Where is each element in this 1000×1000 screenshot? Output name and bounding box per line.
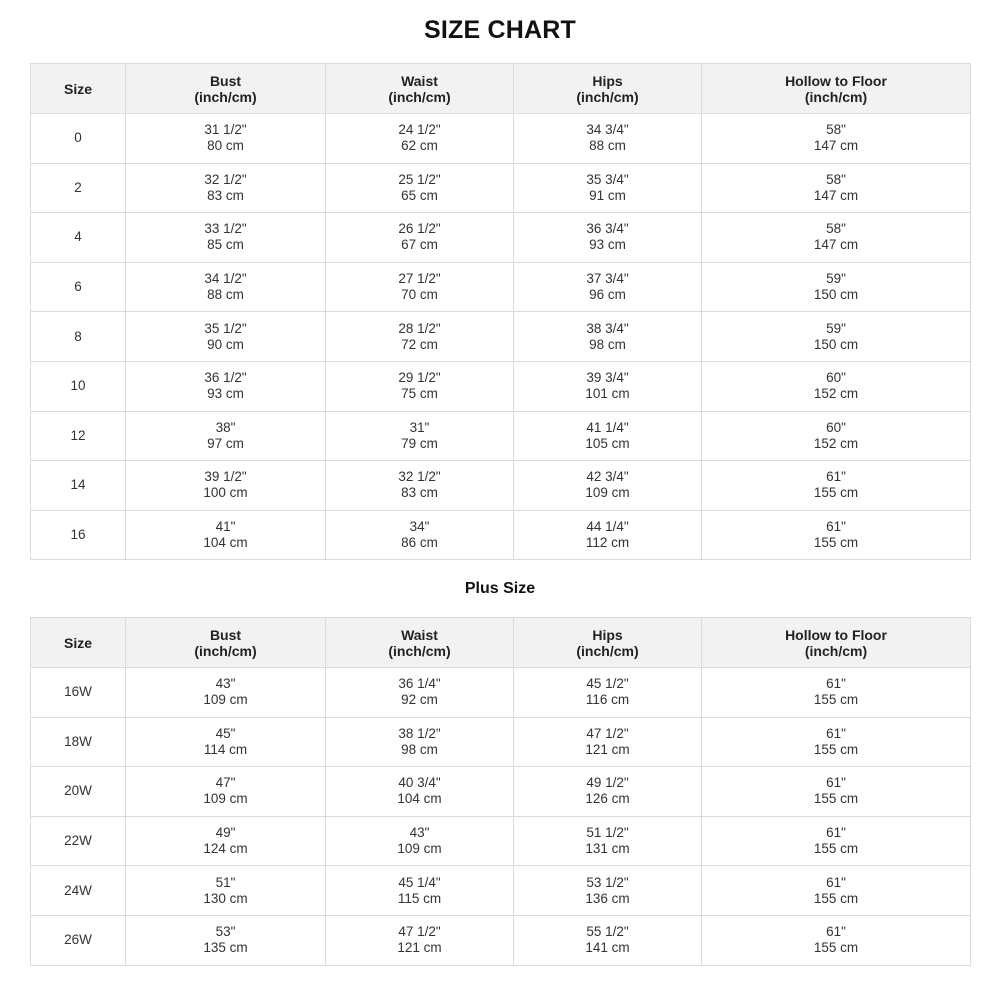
hollow-inch-value: 61" <box>826 775 846 791</box>
bust-cell <box>126 213 326 263</box>
hips-cell <box>514 361 702 411</box>
hollow-cell <box>702 767 971 817</box>
waist-cm-value: 98 cm <box>401 741 438 757</box>
waist-cell <box>326 510 514 560</box>
hips-inch-value: 55 1/2" <box>586 924 629 940</box>
waist-inch-value: 31" <box>409 419 430 435</box>
hips-cell <box>514 461 702 511</box>
bust-cm-value: 109 cm <box>203 791 248 807</box>
header-hollow-to-floor: Hollow to Floor (inch/cm) <box>702 64 971 114</box>
hips-cm-value: 105 cm <box>585 435 630 451</box>
hips-cell <box>514 163 702 213</box>
hollow-cm-value: 155 cm <box>813 890 859 906</box>
size-cell: 0 <box>31 114 126 164</box>
size-cell: 4 <box>31 213 126 263</box>
waist-cell <box>326 866 514 916</box>
hips-inch-value: 38 3/4" <box>586 320 629 336</box>
hollow-inch-value: 59" <box>826 320 846 336</box>
waist-cell <box>326 668 514 718</box>
bust-cell <box>126 866 326 916</box>
hollow-cell <box>702 114 971 164</box>
bust-cm-value: 80 cm <box>207 138 244 154</box>
standard-size-table <box>30 63 971 560</box>
table-row <box>31 717 971 767</box>
hollow-cell <box>702 411 971 461</box>
size-cell: 18W <box>31 717 126 767</box>
hollow-inch-value: 61" <box>826 676 846 692</box>
hips-inch-value: 34 3/4" <box>586 122 629 138</box>
bust-inch-value: 51" <box>215 874 236 890</box>
hips-cell <box>514 866 702 916</box>
hips-inch-value: 37 3/4" <box>586 271 629 287</box>
bust-inch-value: 53" <box>215 924 236 940</box>
hollow-cm-value: 155 cm <box>813 741 859 757</box>
table-row <box>31 461 971 511</box>
waist-cell <box>326 411 514 461</box>
page-title: SIZE CHART <box>424 16 576 44</box>
waist-cm-value: 70 cm <box>401 287 438 303</box>
hips-inch-value: 49 1/2" <box>586 775 629 791</box>
hollow-cell <box>702 915 971 965</box>
hollow-inch-value: 58" <box>826 171 846 187</box>
hollow-inch-value: 59" <box>826 271 846 287</box>
size-cell: 10 <box>31 361 126 411</box>
bust-cell <box>126 767 326 817</box>
table-row <box>31 361 971 411</box>
table-row <box>31 163 971 213</box>
waist-inch-value: 43" <box>409 825 430 841</box>
table-row <box>31 213 971 263</box>
bust-inch-value: 45" <box>215 725 236 741</box>
table-row <box>31 114 971 164</box>
waist-cell <box>326 114 514 164</box>
waist-cm-value: 65 cm <box>401 187 438 203</box>
header-bust: Bust (inch/cm) <box>126 64 326 114</box>
hips-cm-value: 112 cm <box>585 535 630 551</box>
hips-cm-value: 141 cm <box>585 940 630 956</box>
hips-inch-value: 42 3/4" <box>586 469 629 485</box>
hips-inch-value: 41 1/4" <box>586 419 629 435</box>
hollow-cell <box>702 461 971 511</box>
hips-inch-value: 39 3/4" <box>586 370 629 386</box>
size-cell: 20W <box>31 767 126 817</box>
hips-inch-value: 44 1/4" <box>586 519 629 535</box>
bust-cell <box>126 163 326 213</box>
hips-cm-value: 131 cm <box>585 841 630 857</box>
table-row <box>31 411 971 461</box>
bust-cm-value: 90 cm <box>207 336 244 352</box>
hollow-cell <box>702 510 971 560</box>
waist-cm-value: 67 cm <box>401 237 438 253</box>
hips-cm-value: 88 cm <box>589 138 626 154</box>
bust-cm-value: 88 cm <box>207 287 244 303</box>
hips-cm-value: 93 cm <box>589 237 626 253</box>
hips-cm-value: 121 cm <box>585 741 630 757</box>
waist-cm-value: 115 cm <box>397 890 442 906</box>
hips-cm-value: 126 cm <box>585 791 630 807</box>
hips-cell <box>514 262 702 312</box>
waist-cm-value: 104 cm <box>397 791 442 807</box>
waist-cell <box>326 361 514 411</box>
hips-cell <box>514 510 702 560</box>
hollow-cm-value: 147 cm <box>813 138 859 154</box>
hollow-cm-value: 155 cm <box>813 791 859 807</box>
waist-cm-value: 75 cm <box>401 386 438 402</box>
bust-inch-value: 43" <box>215 676 236 692</box>
hips-cell <box>514 411 702 461</box>
header-size: Size <box>31 618 126 668</box>
hollow-cm-value: 155 cm <box>813 841 859 857</box>
header-hips: Hips (inch/cm) <box>514 618 702 668</box>
waist-inch-value: 24 1/2" <box>398 122 441 138</box>
hips-cell <box>514 213 702 263</box>
bust-cell <box>126 262 326 312</box>
hollow-cm-value: 152 cm <box>813 435 859 451</box>
bust-inch-value: 36 1/2" <box>204 370 247 386</box>
bust-cm-value: 114 cm <box>203 741 248 757</box>
waist-cell <box>326 767 514 817</box>
table-header-row <box>31 64 971 114</box>
hollow-cm-value: 147 cm <box>813 237 859 253</box>
hips-inch-value: 53 1/2" <box>586 874 629 890</box>
bust-inch-value: 39 1/2" <box>204 469 247 485</box>
size-cell: 8 <box>31 312 126 362</box>
table-row <box>31 312 971 362</box>
waist-cell <box>326 816 514 866</box>
plus-size-table <box>30 617 971 966</box>
waist-cm-value: 62 cm <box>401 138 438 154</box>
hips-cm-value: 116 cm <box>585 692 630 708</box>
hollow-inch-value: 60" <box>826 419 846 435</box>
waist-inch-value: 45 1/4" <box>398 874 441 890</box>
size-cell: 26W <box>31 915 126 965</box>
bust-cell <box>126 510 326 560</box>
hollow-inch-value: 61" <box>826 725 846 741</box>
waist-cm-value: 86 cm <box>401 535 438 551</box>
bust-cm-value: 135 cm <box>203 940 248 956</box>
bust-cm-value: 83 cm <box>207 187 244 203</box>
header-hips: Hips (inch/cm) <box>514 64 702 114</box>
table-row <box>31 668 971 718</box>
hollow-inch-value: 61" <box>826 825 846 841</box>
hips-cell <box>514 312 702 362</box>
hollow-inch-value: 61" <box>826 924 846 940</box>
waist-inch-value: 36 1/4" <box>398 676 441 692</box>
table-row <box>31 767 971 817</box>
waist-cell <box>326 312 514 362</box>
hips-inch-value: 36 3/4" <box>586 221 629 237</box>
size-cell: 14 <box>31 461 126 511</box>
hips-cm-value: 98 cm <box>589 336 626 352</box>
hollow-cell <box>702 361 971 411</box>
header-waist: Waist (inch/cm) <box>326 618 514 668</box>
waist-inch-value: 38 1/2" <box>398 725 441 741</box>
waist-inch-value: 28 1/2" <box>398 320 441 336</box>
hollow-cm-value: 152 cm <box>813 386 859 402</box>
waist-cm-value: 79 cm <box>401 435 438 451</box>
bust-cell <box>126 816 326 866</box>
bust-cm-value: 85 cm <box>207 237 244 253</box>
hollow-inch-value: 58" <box>826 122 846 138</box>
bust-inch-value: 33 1/2" <box>204 221 247 237</box>
bust-cell <box>126 668 326 718</box>
waist-inch-value: 47 1/2" <box>398 924 441 940</box>
bust-inch-value: 38" <box>215 419 236 435</box>
hollow-inch-value: 60" <box>826 370 846 386</box>
waist-cell <box>326 213 514 263</box>
waist-cm-value: 72 cm <box>401 336 438 352</box>
hips-inch-value: 51 1/2" <box>586 825 629 841</box>
bust-cell <box>126 915 326 965</box>
bust-inch-value: 47" <box>215 775 236 791</box>
bust-cell <box>126 717 326 767</box>
waist-cm-value: 121 cm <box>397 940 442 956</box>
waist-cell <box>326 915 514 965</box>
hollow-cell <box>702 668 971 718</box>
hollow-inch-value: 61" <box>826 519 846 535</box>
hollow-cell <box>702 213 971 263</box>
waist-cell <box>326 163 514 213</box>
hips-cell <box>514 767 702 817</box>
waist-inch-value: 34" <box>409 519 430 535</box>
header-waist: Waist (inch/cm) <box>326 64 514 114</box>
table-row <box>31 915 971 965</box>
size-cell: 22W <box>31 816 126 866</box>
bust-cell <box>126 411 326 461</box>
hips-cell <box>514 816 702 866</box>
hollow-cm-value: 150 cm <box>813 336 859 352</box>
bust-cm-value: 100 cm <box>203 485 248 501</box>
bust-cm-value: 124 cm <box>203 841 248 857</box>
waist-inch-value: 25 1/2" <box>398 171 441 187</box>
waist-cm-value: 92 cm <box>401 692 438 708</box>
waist-cell <box>326 461 514 511</box>
bust-inch-value: 41" <box>215 519 236 535</box>
bust-inch-value: 49" <box>215 825 236 841</box>
hollow-cell <box>702 816 971 866</box>
hips-cm-value: 101 cm <box>585 386 630 402</box>
hollow-inch-value: 61" <box>826 874 846 890</box>
waist-cm-value: 83 cm <box>401 485 438 501</box>
waist-inch-value: 27 1/2" <box>398 271 441 287</box>
hips-inch-value: 47 1/2" <box>586 725 629 741</box>
hollow-cell <box>702 262 971 312</box>
hips-cm-value: 96 cm <box>589 287 626 303</box>
hollow-cm-value: 150 cm <box>813 287 859 303</box>
hips-inch-value: 45 1/2" <box>586 676 629 692</box>
hips-cm-value: 91 cm <box>589 187 626 203</box>
hollow-cm-value: 155 cm <box>813 535 859 551</box>
size-cell: 12 <box>31 411 126 461</box>
waist-cell <box>326 262 514 312</box>
bust-cell <box>126 114 326 164</box>
waist-inch-value: 32 1/2" <box>398 469 441 485</box>
size-cell: 24W <box>31 866 126 916</box>
table-row <box>31 866 971 916</box>
hips-cell <box>514 717 702 767</box>
hollow-cell <box>702 163 971 213</box>
header-hollow-to-floor: Hollow to Floor (inch/cm) <box>702 618 971 668</box>
bust-cm-value: 93 cm <box>207 386 244 402</box>
hips-cm-value: 136 cm <box>585 890 630 906</box>
hollow-cell <box>702 312 971 362</box>
hips-inch-value: 35 3/4" <box>586 171 629 187</box>
hollow-inch-value: 61" <box>826 469 846 485</box>
header-size: Size <box>31 64 126 114</box>
bust-inch-value: 34 1/2" <box>204 271 247 287</box>
hollow-cm-value: 147 cm <box>813 187 859 203</box>
size-cell: 16 <box>31 510 126 560</box>
bust-cm-value: 130 cm <box>203 890 248 906</box>
hollow-cell <box>702 717 971 767</box>
bust-cm-value: 104 cm <box>203 535 248 551</box>
waist-cell <box>326 717 514 767</box>
waist-inch-value: 29 1/2" <box>398 370 441 386</box>
bust-cell <box>126 461 326 511</box>
hollow-cm-value: 155 cm <box>813 485 859 501</box>
hollow-cm-value: 155 cm <box>813 940 859 956</box>
hollow-cm-value: 155 cm <box>813 692 859 708</box>
table-row <box>31 510 971 560</box>
bust-cell <box>126 361 326 411</box>
bust-inch-value: 35 1/2" <box>204 320 247 336</box>
bust-cell <box>126 312 326 362</box>
bust-inch-value: 31 1/2" <box>204 122 247 138</box>
hips-cell <box>514 915 702 965</box>
hips-cell <box>514 668 702 718</box>
waist-inch-value: 40 3/4" <box>398 775 441 791</box>
header-bust: Bust (inch/cm) <box>126 618 326 668</box>
size-cell: 16W <box>31 668 126 718</box>
bust-cm-value: 97 cm <box>207 435 244 451</box>
table-row <box>31 816 971 866</box>
bust-inch-value: 32 1/2" <box>204 171 247 187</box>
size-cell: 2 <box>31 163 126 213</box>
table-header-row <box>31 618 971 668</box>
hips-cell <box>514 114 702 164</box>
hollow-inch-value: 58" <box>826 221 846 237</box>
hips-cm-value: 109 cm <box>585 485 630 501</box>
plus-size-title: Plus Size <box>464 580 536 597</box>
waist-cm-value: 109 cm <box>397 841 442 857</box>
waist-inch-value: 26 1/2" <box>398 221 441 237</box>
table-row <box>31 262 971 312</box>
size-cell: 6 <box>31 262 126 312</box>
bust-cm-value: 109 cm <box>203 692 248 708</box>
hollow-cell <box>702 866 971 916</box>
